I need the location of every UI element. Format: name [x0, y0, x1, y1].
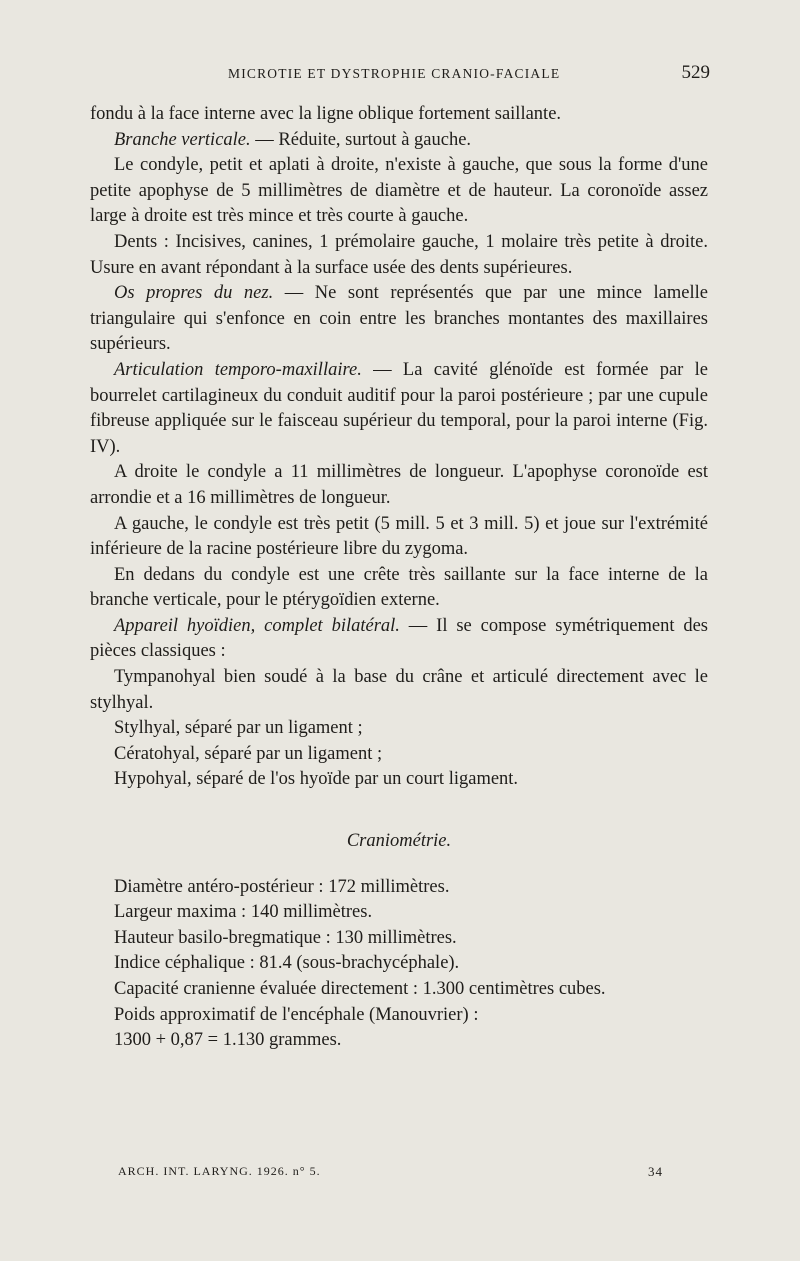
paragraph: Dents : Incisives, canines, 1 prémolaire gauche, 1 molaire très petite à droite. Usure en avant répondant à la surface usée des dents supérieures. — [90, 231, 708, 278]
measurement-line: Poids approximatif de l'encéphale (Manouvrier) : — [114, 1004, 479, 1025]
page-header — [90, 62, 710, 88]
paragraph: A gauche, le condyle est très petit (5 mill. 5 et 3 mill. 5) et joue sur l'extrémité inférieure de la racine postérieure libre du zygoma. — [90, 513, 708, 560]
paragraph: Stylhyal, séparé par un ligament ; — [114, 718, 363, 739]
running-title: MICROTIE ET DYSTROPHIE CRANIO-FACIALE — [228, 66, 561, 81]
measurement-line: 1300 + 0,87 = 1.130 grammes. — [114, 1030, 342, 1051]
paragraph-lead: Articulation temporo-maxillaire. — [114, 359, 362, 380]
measurement-line: Largeur maxima : 140 millimètres. — [114, 902, 373, 923]
measurement-line: Capacité cranienne évaluée directement : 1.300 centimètres cubes. — [114, 979, 606, 999]
paragraph: fondu à la face interne avec la ligne oblique fortement saillante. — [90, 104, 562, 124]
paragraph-text: — Il se compose symétriquement des pièces classiques : — [90, 615, 708, 662]
section-title: Craniométrie. — [346, 831, 452, 852]
paragraph — [90, 281, 708, 358]
paragraph: Hypohyal, séparé de l'os hyoïde par un court ligament. — [114, 769, 519, 790]
measurement-line: Hauteur basilo-bregmatique : 130 millimètres. — [114, 927, 457, 948]
paragraph-lead: Os propres du nez. — [114, 283, 274, 304]
paragraph: En dedans du condyle est une crête très saillante sur la face interne de la branche verticale, pour le ptérygoïdien externe. — [90, 564, 708, 611]
paragraph-text: — Réduite, surtout à gauche. — [250, 129, 472, 150]
paragraph-text: — Ne sont représentés que par une mince lamelle triangulaire qui s'enfonce en coin entre les branches montantes des maxillaires supérieurs. — [90, 283, 708, 355]
journal-reference: ARCH. INT. LARYNG. 1926. n° 5. — [118, 1164, 321, 1178]
paragraph-text: — La cavité glénoïde est formée par le bourrelet cartilagineux du conduit auditif pour la paroi postérieure ; par une cupule fibreuse appliquée sur le faisceau supérieur du temporal, pour la paroi interne (Fig. IV). — [90, 359, 708, 457]
paragraph: Cératohyal, séparé par un ligament ; — [114, 743, 383, 764]
paragraph: Le condyle, petit et aplati à droite, n'existe à gauche, que sous la forme d'une petite apophyse de 5 millimètres de diamètre et de hauteur. La coronoïde assez large à droite est très mince et très courte à gauche. — [90, 155, 708, 227]
paragraph: Tympanohyal bien soudé à la base du crâne et articulé directement avec le stylhyal. — [90, 667, 708, 713]
paragraph-lead: Branche verticale. — [114, 129, 251, 150]
page-footer — [118, 1164, 663, 1184]
paragraph-lead: Appareil hyoïdien, complet bilatéral. — [114, 615, 400, 636]
body-text — [90, 102, 708, 1054]
paragraph — [90, 128, 708, 154]
measurement-line: Indice céphalique : 81.4 (sous-brachycéphale). — [114, 953, 460, 974]
page-number: 529 — [681, 62, 710, 83]
paragraph: A droite le condyle a 11 millimètres de longueur. L'apophyse coronoïde est arrondie et a 16 millimètres de longueur. — [90, 462, 708, 508]
measurement-line: Diamètre antéro-postérieur : 172 millimètres. — [114, 876, 450, 897]
signature-mark: 34 — [648, 1164, 663, 1179]
paragraph — [90, 358, 708, 460]
paragraph — [90, 614, 708, 665]
